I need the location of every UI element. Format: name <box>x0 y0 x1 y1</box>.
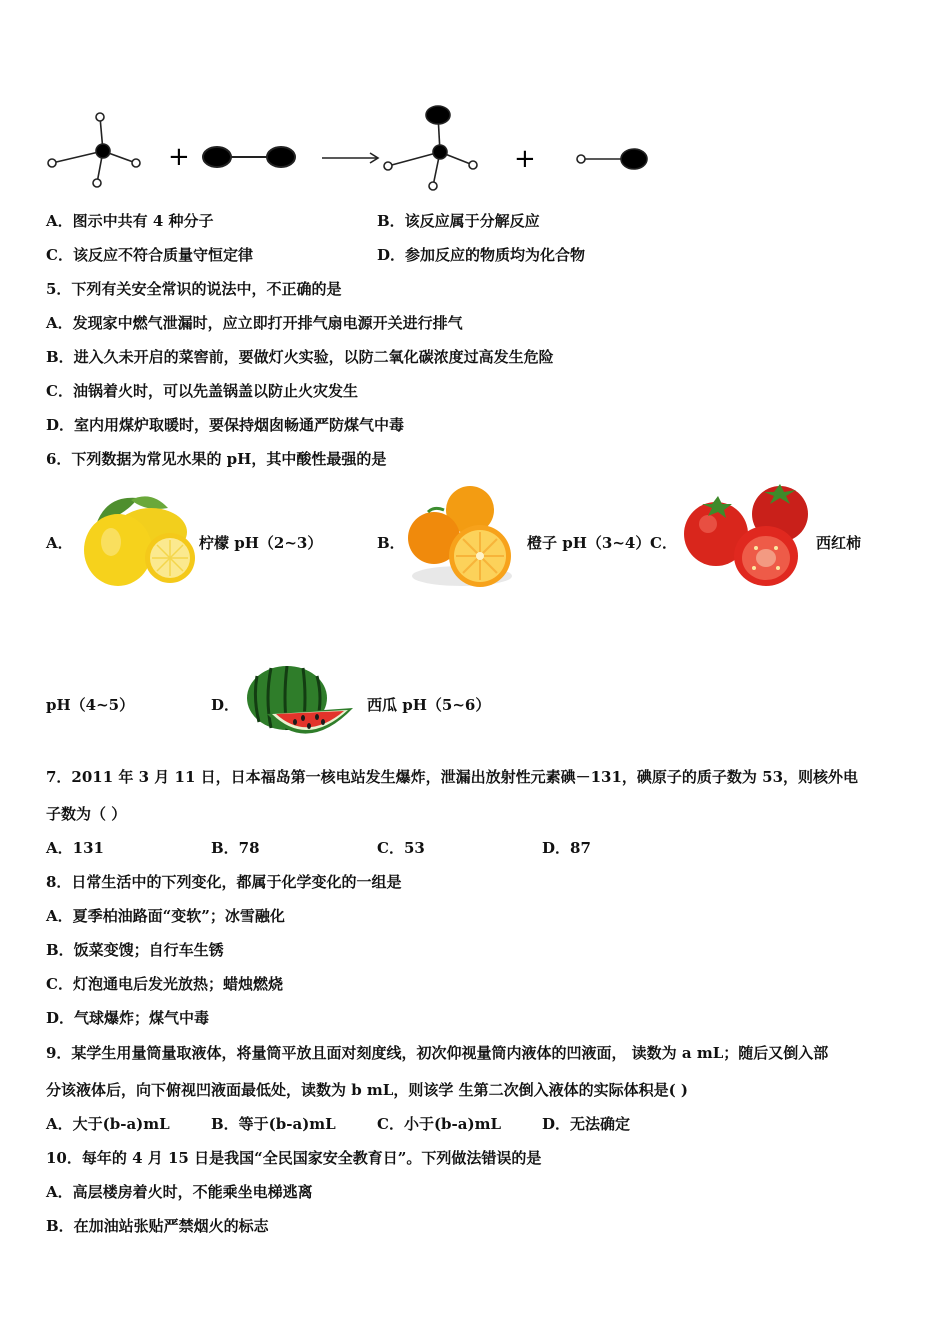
tomato-image <box>678 482 810 590</box>
q8-option-b: B．饭菜变馊；自行车生锈 <box>46 941 224 959</box>
q10-option-a: A．高层楼房着火时，不能乘坐电梯逃离 <box>46 1183 313 1201</box>
reaction-diagram <box>40 95 680 200</box>
q5-option-a: A．发现家中燃气泄漏时，应立即打开排气扇电源开关进行排气 <box>46 314 463 332</box>
q4-option-b: B．该反应属于分解反应 <box>377 212 540 230</box>
q7-stem-line1: 7．2011 年 3 月 11 日，日本福岛第一核电站发生爆炸，泄漏出放射性元素碘－131，碘原子的质子数为 53，则核外电 <box>46 768 859 786</box>
q9-option-b: B．等于(b-a)mL <box>211 1115 336 1133</box>
q4-option-a: A．图示中共有 4 种分子 <box>46 212 214 230</box>
q5-option-d: D．室内用煤炉取暖时，要保持烟囱畅通严防煤气中毒 <box>46 416 405 434</box>
plus-sign-2: + <box>514 144 536 174</box>
q8-option-d: D．气球爆炸；煤气中毒 <box>46 1009 210 1027</box>
q6-option-a-label: 柠檬 pH（2~3） <box>199 534 323 552</box>
q6-option-a-letter: A． <box>46 534 73 552</box>
q9-option-c: C．小于(b-a)mL <box>377 1115 501 1133</box>
reactant-molecule-1 <box>48 113 140 187</box>
q10-option-b: B．在加油站张贴严禁烟火的标志 <box>46 1217 269 1235</box>
q5-stem: 5．下列有关安全常识的说法中，不正确的是 <box>46 280 342 298</box>
plus-sign-1: + <box>168 142 190 172</box>
reactant-molecule-2 <box>203 147 295 167</box>
q7-option-d: D．87 <box>542 839 591 857</box>
q7-option-a: A．131 <box>46 839 104 857</box>
product-molecule-2 <box>577 149 647 169</box>
q4-option-d: D．参加反应的物质均为化合物 <box>377 246 586 264</box>
q5-option-c: C．油锅着火时，可以先盖锅盖以防止火灾发生 <box>46 382 358 400</box>
q9-stem-line2: 分该液体后，向下俯视凹液面最低处，读数为 b mL，则该学 生第二次倒入液体的实际体积是( ) <box>46 1081 688 1099</box>
q8-option-c: C．灯泡通电后发光放热；蜡烛燃烧 <box>46 975 283 993</box>
q6-option-c-letter: C． <box>650 534 677 552</box>
watermelon-image <box>245 666 357 746</box>
q7-option-c: C．53 <box>377 839 425 857</box>
q7-option-b: B．78 <box>211 839 260 857</box>
product-molecule-1 <box>384 106 477 190</box>
q7-stem-line2: 子数为（ ） <box>46 805 127 823</box>
q9-option-a: A．大于(b-a)mL <box>46 1115 170 1133</box>
q6-option-b-label: 橙子 pH（3~4） <box>527 534 651 552</box>
q8-stem: 8．日常生活中的下列变化，都属于化学变化的一组是 <box>46 873 402 891</box>
q6-stem: 6．下列数据为常见水果的 pH，其中酸性最强的是 <box>46 450 387 468</box>
q5-option-b: B．进入久未开启的菜窖前，要做灯火实验，以防二氧化碳浓度过高发生危险 <box>46 348 554 366</box>
q6-option-c-ph: pH（4~5） <box>46 696 135 714</box>
orange-image <box>404 484 516 592</box>
reaction-arrow <box>322 153 378 163</box>
lemon-image <box>76 490 198 590</box>
q6-option-b-letter: B． <box>377 534 405 552</box>
q10-stem: 10．每年的 4 月 15 日是我国“全民国家安全教育日”。下列做法错误的是 <box>46 1149 542 1167</box>
q6-option-c-label: 西红柿 <box>816 534 862 552</box>
q8-option-a: A．夏季柏油路面“变软”；冰雪融化 <box>46 907 285 925</box>
q6-option-d-letter: D． <box>211 696 240 714</box>
q9-stem-line1: 9．某学生用量筒量取液体，将量筒平放且面对刻度线，初次仰视量筒内液体的凹液面， 读数为 a mL；随后又倒入部 <box>46 1044 829 1062</box>
q4-option-c: C．该反应不符合质量守恒定律 <box>46 246 253 264</box>
q6-option-d-label: 西瓜 pH（5~6） <box>367 696 491 714</box>
q9-option-d: D．无法确定 <box>542 1115 631 1133</box>
